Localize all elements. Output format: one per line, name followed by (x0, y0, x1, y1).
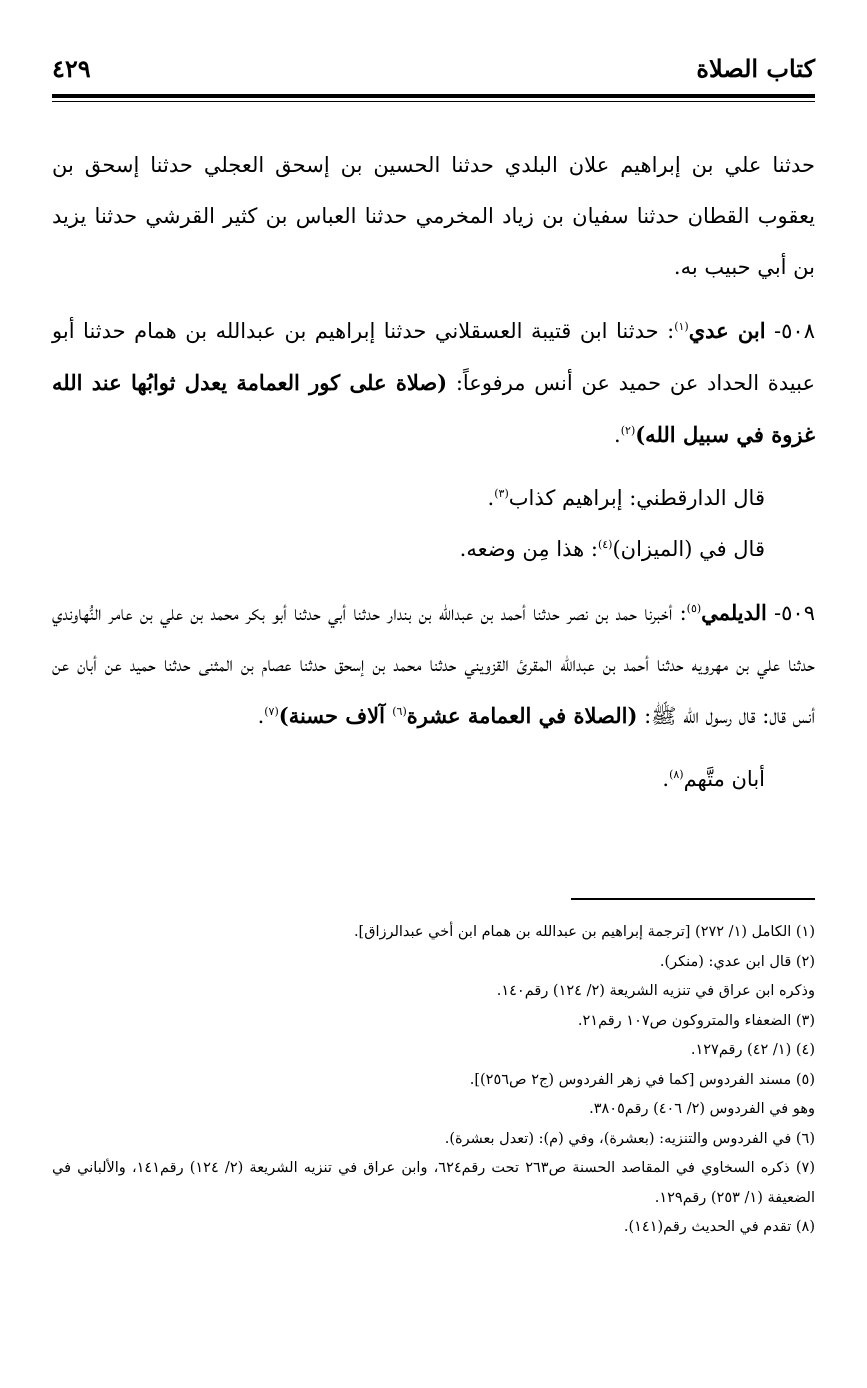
footnote-ref: (٧) (264, 705, 279, 718)
hadith-number: ٥٠٨- (765, 319, 815, 343)
comment-text: : هذا مِن وضعه. (459, 537, 598, 561)
footnote: (٧) ذكره السخاوي في المقاصد الحسنة ص٢٦٣ تحت رقم٦٢٤، وابن عراق في تنزيه الشريعة (٢/ ١٢٤) رقم١٤١، والألباني في الضعيفة (١/ ٢٥٣) رقم١٢٩. (52, 1160, 815, 1206)
source-name: الديلمي (701, 600, 767, 625)
daraqutni-comment: قال الدارقطني: إبراهيم كذاب$^{(٣)}$. (487, 486, 765, 510)
footnote: (٣) الضعفاء والمتروكون ص١٠٧ رقم٢١. (577, 1012, 815, 1029)
isnad-text: : حدثنا ابن قتيبة العسقلاني حدثنا إبراهيم بن عبدالله بن همام حدثنا أبو عبيدة الحداد عن حميد عن أنس مرفوعاً: (52, 319, 815, 395)
hadith-matn: آلاف حسنة) (278, 703, 393, 728)
footnote-ref: (٨) (669, 768, 684, 781)
hadith-matn: (الصلاة في العمامة عشرة (406, 703, 638, 728)
chapter-title: كتاب الصلاة (696, 54, 815, 83)
footnote: وذكره ابن عراق في تنزيه الشريعة (٢/ ١٢٤) رقم١٤٠. (496, 983, 815, 999)
footnote: (٢) قال ابن عدي: (منكر). (659, 953, 815, 970)
punctuation: . (257, 704, 265, 728)
page-number: ٤٢٩ (52, 54, 91, 83)
hadith-508 (52, 305, 815, 461)
hadith-matn: (صلاة على كور العمامة يعدل ثوابُها عند الله غزوة في سبيل الله) (52, 370, 815, 447)
running-header (52, 52, 815, 88)
footnote-ref: (٥) (686, 602, 702, 615)
aban-comment (52, 754, 815, 805)
hadith-509 (52, 587, 815, 742)
footnote: وهو في الفردوس (٢/ ٤٠٦) رقم٣٨٠٥. (589, 1101, 815, 1117)
isnad-text: : أخبرنا حمد بن نصر حدثنا أحمد بن عبدالله بن بندار حدثنا أبي حدثنا أبو بكر محمد بن علي بن عامر النُّهاوندي حدثنا علي بن مهرويه حدثنا أحمد بن عبدالله المقرئ القزويني حدثنا محمد بن إسحق حدثنا عصام بن المثنى حدثنا حميد عن أبان عن أنس قال: قال رسول الله ﷺ: (52, 601, 815, 728)
main-text (52, 140, 815, 805)
footnote: (٦) في الفردوس والتنزيه: (بعشرة)، وفي (م): (تعدل بعشرة). (444, 1130, 815, 1147)
header-rule-thin (52, 101, 815, 102)
comment-text: قال الدارقطني: إبراهيم كذاب (508, 486, 765, 510)
footnote: (٨) تقدم في الحديث رقم(١٤١). (623, 1219, 815, 1235)
punctuation: . (614, 423, 621, 447)
mizan-comment (52, 524, 815, 575)
footnote: (٤) (١/ ٤٢) رقم١٢٧. (690, 1042, 815, 1058)
footnote-ref: (٤) (597, 538, 613, 551)
footnote-separator (571, 898, 815, 900)
paragraph-isnad-continuation: حدثنا علي بن إبراهيم علان البلدي حدثنا الحسين بن إسحق العجلي حدثنا إسحق بن يعقوب القطان حدثنا سفيان بن زياد المخرمي حدثنا العباس بن كثير القرشي حدثنا يزيد بن أبي حبيب به. (52, 153, 815, 279)
footnote: (٥) مسند الفردوس [كما في زهر الفردوس (ج٢ ص٢٥٦)]. (469, 1071, 815, 1088)
footnote-ref: (٣) (494, 487, 509, 500)
comment-text: قال في (الميزان) (612, 537, 765, 561)
comment-text: أبان متَّهم (683, 767, 765, 791)
hadith-number: ٥٠٩- (766, 601, 815, 625)
footnote-ref: (٦) (392, 705, 407, 718)
punctuation: . (662, 767, 670, 791)
source-name: ابن عدي (688, 318, 766, 343)
footnote: (١) الكامل (١/ ٢٧٢) [ترجمة إبراهيم بن عبدالله بن همام ابن أخي عبدالرزاق]. (353, 924, 815, 940)
footnote-ref: (١) (674, 320, 689, 333)
footnotes (52, 918, 815, 1243)
footnote-ref: (٢) (620, 424, 636, 437)
header-rule-thick (52, 94, 815, 98)
